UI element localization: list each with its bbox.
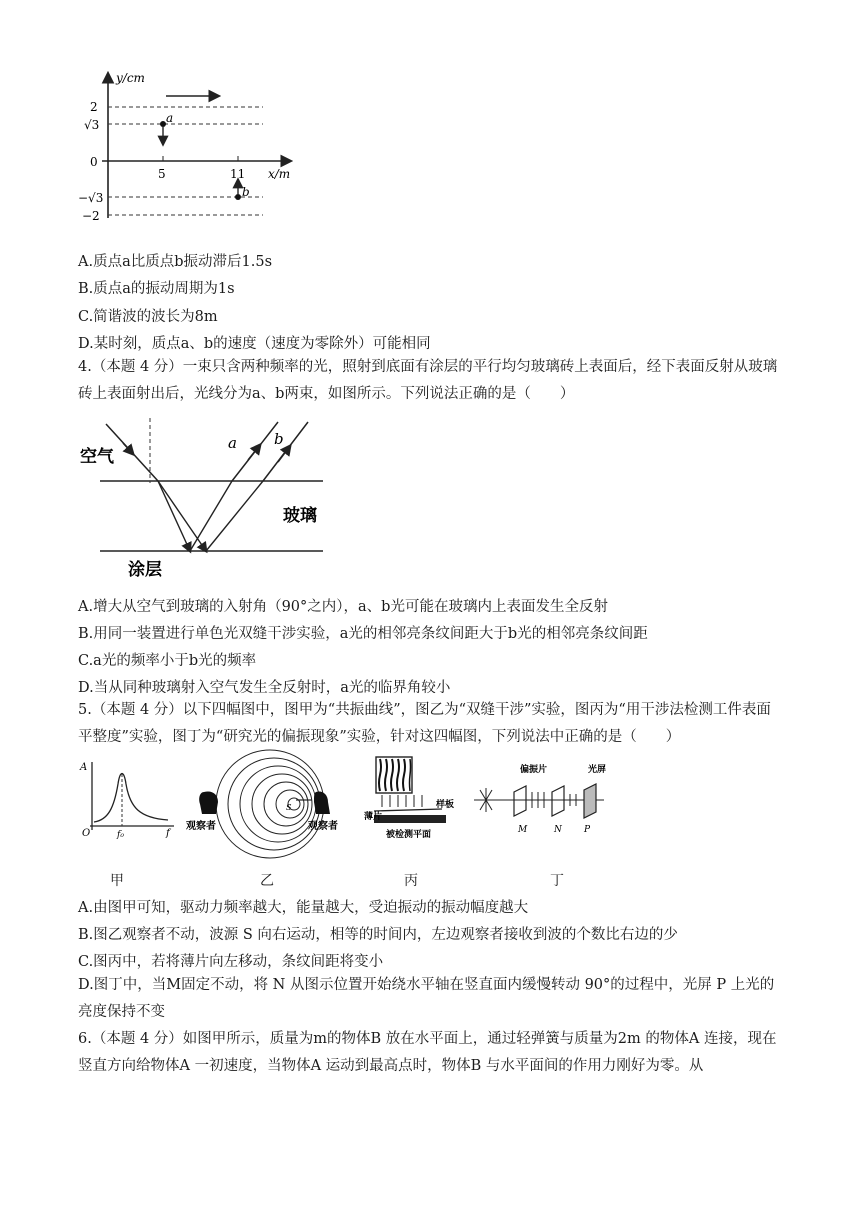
q4-option-c: C.a光的频率小于b光的频率 bbox=[78, 653, 257, 669]
polarization-figure bbox=[474, 760, 624, 840]
y-tick-2: 2 bbox=[90, 100, 98, 114]
q5-option-b: B.图乙观察者不动，波源 S 向右运动，相等的时间内，左边观察者接收到波的个数比右边的少 bbox=[78, 927, 678, 943]
y-tick-neg-sqrt3: −√3 bbox=[78, 191, 104, 205]
resonance-curve-figure bbox=[78, 758, 178, 838]
coating-label: 涂层 bbox=[128, 560, 162, 580]
refracted-ray-2 bbox=[158, 481, 206, 551]
jia-a-label: A bbox=[80, 762, 88, 773]
q5-option-a: A.由图甲可知，驱动力频率越大，能量越大，受迫振动的振动幅度越大 bbox=[78, 900, 529, 916]
thin-sheet-label: 薄片 bbox=[364, 812, 383, 822]
source-s-label: S bbox=[286, 803, 292, 812]
q5-stem: 5.（本题 4 分）以下四幅图中，图甲为“共振曲线”，图乙为“双缝干涉”实验，图丙为“用干涉法检测工件表面平整度”实验，图丁为“研究光的偏振现象”实验，针对这四幅图，下列说法中正确的是（ ） bbox=[78, 702, 771, 745]
x-tick-11: 11 bbox=[230, 167, 246, 181]
q3-option-c: C.简谐波的波长为8m bbox=[78, 309, 218, 325]
observer-left-label: 观察者 bbox=[186, 821, 216, 832]
x-axis-label: x/m bbox=[268, 167, 291, 181]
q3-option-a: A.质点a比质点b振动滞后1.5s bbox=[78, 254, 273, 270]
q6-stem: 6.（本题 4 分）如图甲所示，质量为m的物体B 放在水平面上，通过轻弹簧与质量为2m 的物体A 连接，现在竖直方向给物体A 一初速度，当物体A 运动到最高点时，物体B 与水平面间的作用力刚好为零。从 bbox=[78, 1031, 777, 1074]
observer-left-icon bbox=[199, 791, 218, 814]
reflected-ray-1 bbox=[190, 481, 232, 551]
resonance-curve bbox=[94, 774, 168, 823]
refracted-ray-1 bbox=[158, 481, 190, 551]
caption-jia: 甲 bbox=[110, 873, 124, 889]
q4-option-b: B.用同一装置进行单色光双缝干涉实验，a光的相邻亮条纹间距大于b光的相邻亮条纹间距 bbox=[78, 626, 648, 642]
observer-right-icon bbox=[314, 791, 330, 814]
q3-option-d: D.某时刻，质点a、b的速度（速度为零除外）可能相同 bbox=[78, 336, 431, 352]
interference-figure bbox=[366, 755, 466, 843]
ray-b-label: b bbox=[274, 430, 284, 448]
screen-label: 光屏 bbox=[588, 765, 607, 775]
ray-a-label: a bbox=[228, 434, 237, 452]
q4-option-d: D.当从同种玻璃射入空气发生全反射时，a光的临界角较小 bbox=[78, 680, 451, 696]
q3-option-b: B.质点a的振动周期为1s bbox=[78, 281, 235, 297]
y-axis-label: y/cm bbox=[116, 71, 145, 85]
jia-o-label: O bbox=[82, 828, 91, 839]
caption-ding: 丁 bbox=[550, 873, 564, 889]
polarizer-label: 偏振片 bbox=[520, 765, 548, 775]
caption-yi: 乙 bbox=[260, 873, 274, 889]
tested-surface-label: 被检测平面 bbox=[386, 830, 432, 840]
air-label: 空气 bbox=[80, 447, 114, 467]
q5-option-c: C.图丙中，若将薄片向左移动，条纹间距将变小 bbox=[78, 954, 384, 970]
point-a-label: a bbox=[166, 111, 174, 125]
x-tick-5: 5 bbox=[158, 167, 166, 181]
y-tick-0: 0 bbox=[90, 155, 98, 169]
refraction-diagram bbox=[78, 418, 328, 583]
p-label: P bbox=[584, 825, 591, 835]
jia-f-label: f bbox=[166, 828, 170, 839]
jia-f0-label: f₀ bbox=[117, 830, 124, 840]
n-label: N bbox=[554, 825, 562, 835]
wave-graph bbox=[78, 66, 302, 226]
observer-right-label: 观察者 bbox=[308, 821, 338, 832]
y-tick-sqrt3: √3 bbox=[84, 118, 100, 132]
m-label: M bbox=[518, 825, 528, 835]
y-tick-neg2: −2 bbox=[82, 209, 100, 223]
doppler-figure bbox=[186, 752, 356, 860]
reflected-ray-2 bbox=[206, 481, 263, 551]
q4-option-a: A.增大从空气到玻璃的入射角（90°之内），a、b光可能在玻璃内上表面发生全反射 bbox=[78, 599, 608, 615]
caption-bing: 丙 bbox=[404, 873, 418, 889]
glass-label: 玻璃 bbox=[283, 506, 317, 526]
q4-stem: 4.（本题 4 分）一束只含两种频率的光，照射到底面有涂层的平行均匀玻璃砖上表面后，经下表面反射从玻璃砖上表面射出后，光线分为a、b两束，如图所示。下列说法正确的是（ ） bbox=[78, 359, 778, 402]
sample-label: 样板 bbox=[436, 800, 455, 810]
q5-option-d: D.图丁中，当M固定不动，将 N 从图示位置开始绕水平轴在竖直面内缓慢转动 90°的过程中，光屏 P 上光的亮度保持不变 bbox=[78, 977, 775, 1020]
point-b-label: b bbox=[242, 185, 250, 199]
